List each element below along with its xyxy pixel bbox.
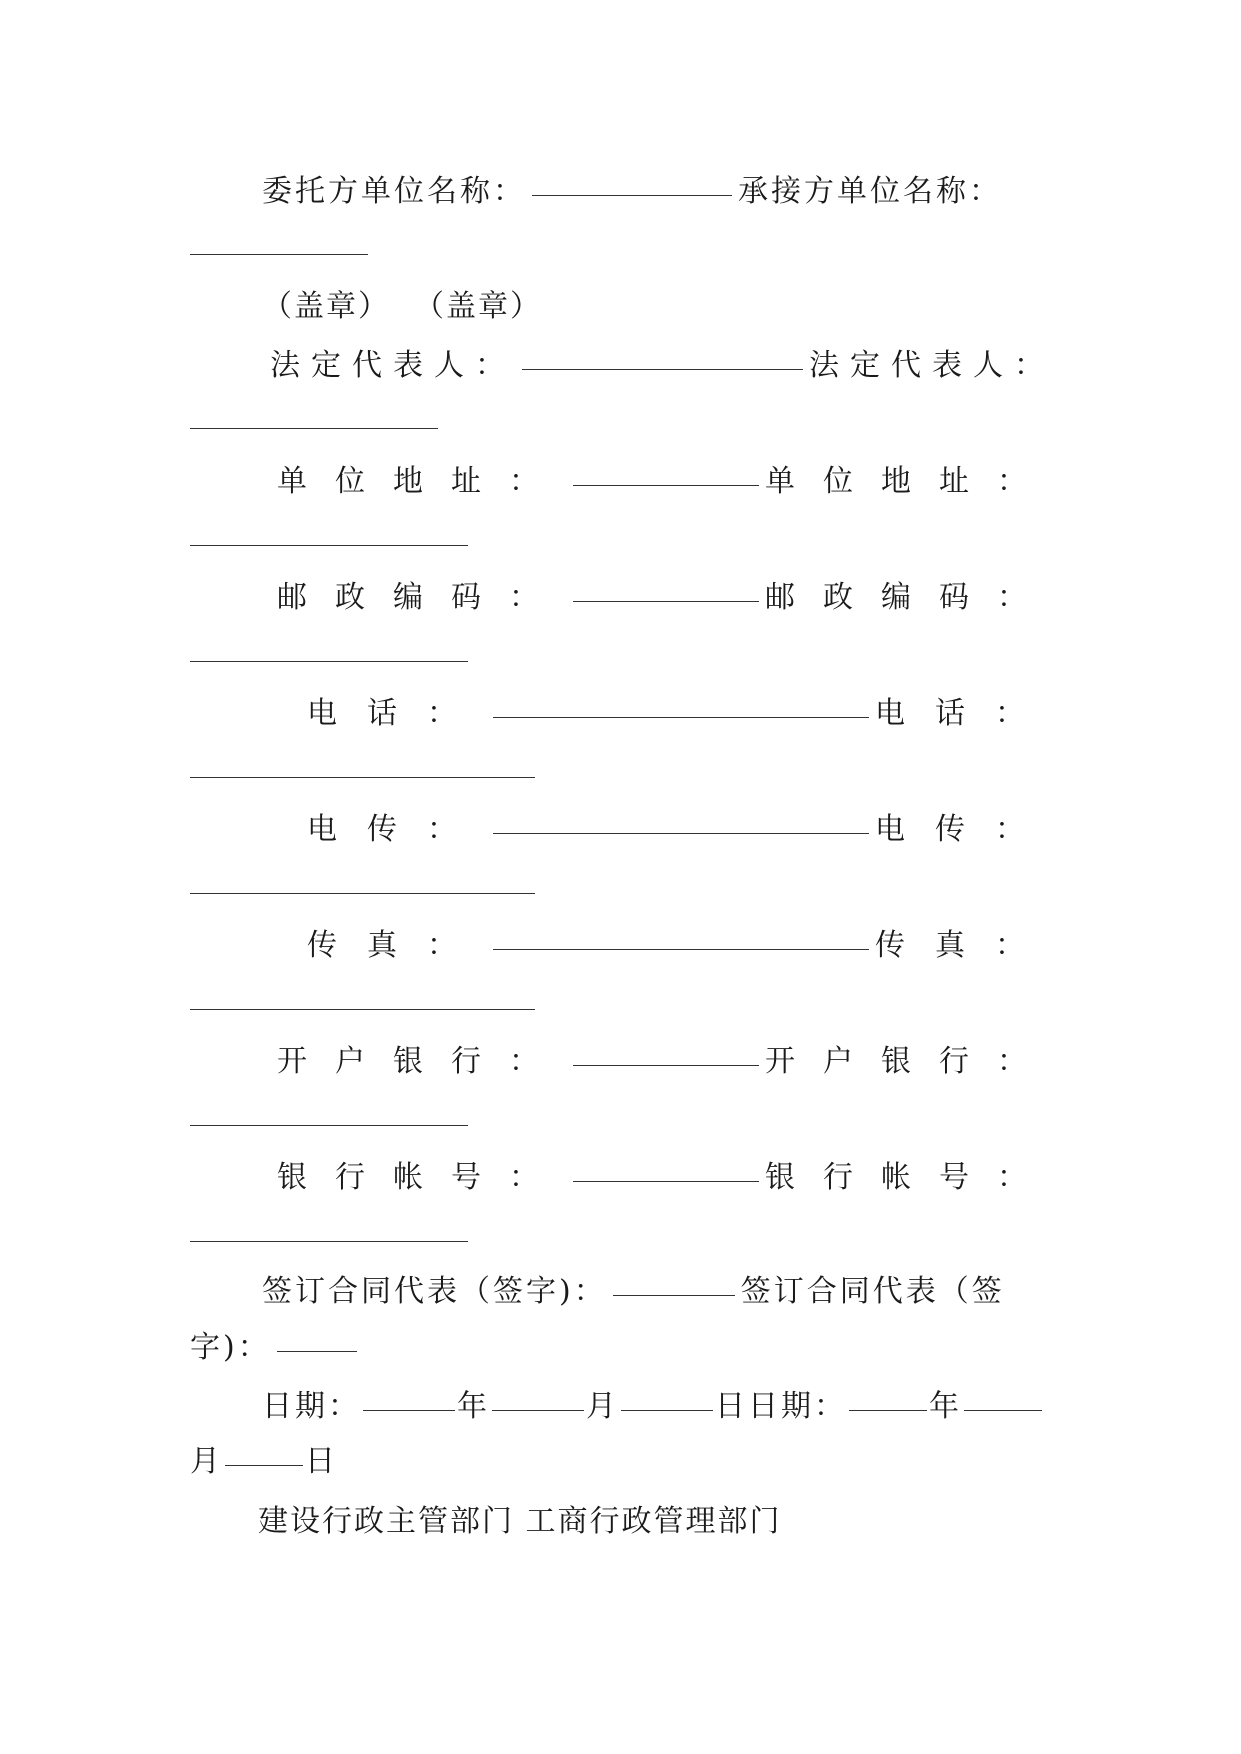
address-blank-contractor[interactable] — [190, 545, 468, 546]
seal-label-consignor: （盖章） — [262, 289, 390, 324]
bank-label-contractor: 开户银行： — [765, 1044, 1055, 1079]
date-month-contractor: 月 — [190, 1444, 223, 1479]
authorities-row — [258, 1492, 958, 1544]
authorities-label: 建设行政主管部门 工商行政管理部门 — [258, 1504, 782, 1539]
address-row — [277, 452, 1055, 504]
fax-blank-contractor[interactable] — [190, 1009, 535, 1010]
fax-label-contractor: 传真： — [875, 928, 1055, 963]
phone-label-contractor: 电话： — [875, 696, 1055, 731]
postcode-row — [277, 568, 1055, 620]
postcode-label-contractor: 邮政编码： — [765, 580, 1055, 615]
signer-label-contractor-end: 字)： — [190, 1330, 271, 1365]
date-day-blank-consignor[interactable] — [621, 1410, 713, 1411]
seal-label-contractor: （盖章） — [414, 289, 542, 324]
fax-blank-consignor[interactable] — [493, 949, 869, 950]
account-row — [277, 1148, 1055, 1200]
contractor-name-blank[interactable] — [190, 254, 368, 255]
bank-blank-contractor[interactable] — [190, 1125, 468, 1126]
date-label-contractor: 日期： — [748, 1389, 847, 1424]
date-day-consignor: 日 — [715, 1389, 748, 1424]
legal-rep-label-consignor: 法定代表人： — [270, 348, 516, 383]
phone-blank-consignor[interactable] — [493, 717, 869, 718]
seal-row — [262, 277, 662, 329]
telex-row — [307, 800, 1055, 852]
account-label-consignor: 银行帐号： — [277, 1160, 567, 1195]
date-day-blank-contractor[interactable] — [225, 1465, 303, 1466]
signer-row — [262, 1262, 1062, 1314]
telex-blank-consignor[interactable] — [493, 833, 869, 834]
date-year-blank-contractor[interactable] — [849, 1410, 927, 1411]
date-month-consignor: 月 — [586, 1389, 619, 1424]
fax-row — [307, 916, 1055, 968]
telex-label-contractor: 电传： — [875, 812, 1055, 847]
address-blank-consignor[interactable] — [573, 485, 759, 486]
date-month-blank-consignor[interactable] — [492, 1410, 584, 1411]
bank-label-consignor: 开户银行： — [277, 1044, 567, 1079]
signer-label-contractor-start: 签订合同代表（签 — [740, 1274, 1005, 1309]
date-year-blank-consignor[interactable] — [363, 1410, 455, 1411]
signer-blank-contractor[interactable] — [277, 1351, 357, 1352]
fax-label-consignor: 传真： — [307, 928, 487, 963]
date-year-contractor: 年 — [929, 1389, 962, 1424]
signer-label-consignor: 签订合同代表（签字)： — [262, 1274, 607, 1309]
address-label-consignor: 单位地址： — [277, 464, 567, 499]
bank-row — [277, 1032, 1055, 1084]
date-row — [262, 1377, 1062, 1429]
account-blank-consignor[interactable] — [573, 1181, 759, 1182]
date-month-blank-contractor[interactable] — [964, 1410, 1042, 1411]
phone-row — [307, 684, 1055, 736]
date-row-cont — [190, 1432, 490, 1484]
legal-rep-blank-contractor[interactable] — [190, 428, 438, 429]
consignor-name-label: 委托方单位名称： — [262, 174, 526, 209]
telex-label-consignor: 电传： — [307, 812, 487, 847]
bank-blank-consignor[interactable] — [573, 1065, 759, 1066]
account-label-contractor: 银行帐号： — [765, 1160, 1055, 1195]
signer-row-cont — [190, 1318, 490, 1370]
account-blank-contractor[interactable] — [190, 1241, 468, 1242]
unit-name-row — [262, 162, 1052, 214]
date-day-contractor: 日 — [305, 1444, 338, 1479]
consignor-name-blank[interactable] — [532, 195, 732, 196]
date-year-consignor: 年 — [457, 1389, 490, 1424]
address-label-contractor: 单位地址： — [765, 464, 1055, 499]
contractor-name-label: 承接方单位名称： — [738, 174, 1002, 209]
legal-rep-blank-consignor[interactable] — [522, 369, 803, 370]
postcode-label-consignor: 邮政编码： — [277, 580, 567, 615]
telex-blank-contractor[interactable] — [190, 893, 535, 894]
phone-blank-contractor[interactable] — [190, 777, 535, 778]
phone-label-consignor: 电话： — [307, 696, 487, 731]
legal-rep-label-contractor: 法定代表人： — [809, 348, 1055, 383]
date-label-consignor: 日期： — [262, 1389, 361, 1424]
legal-rep-row — [270, 336, 1055, 388]
postcode-blank-contractor[interactable] — [190, 661, 468, 662]
postcode-blank-consignor[interactable] — [573, 601, 759, 602]
signer-blank-consignor[interactable] — [613, 1295, 735, 1296]
